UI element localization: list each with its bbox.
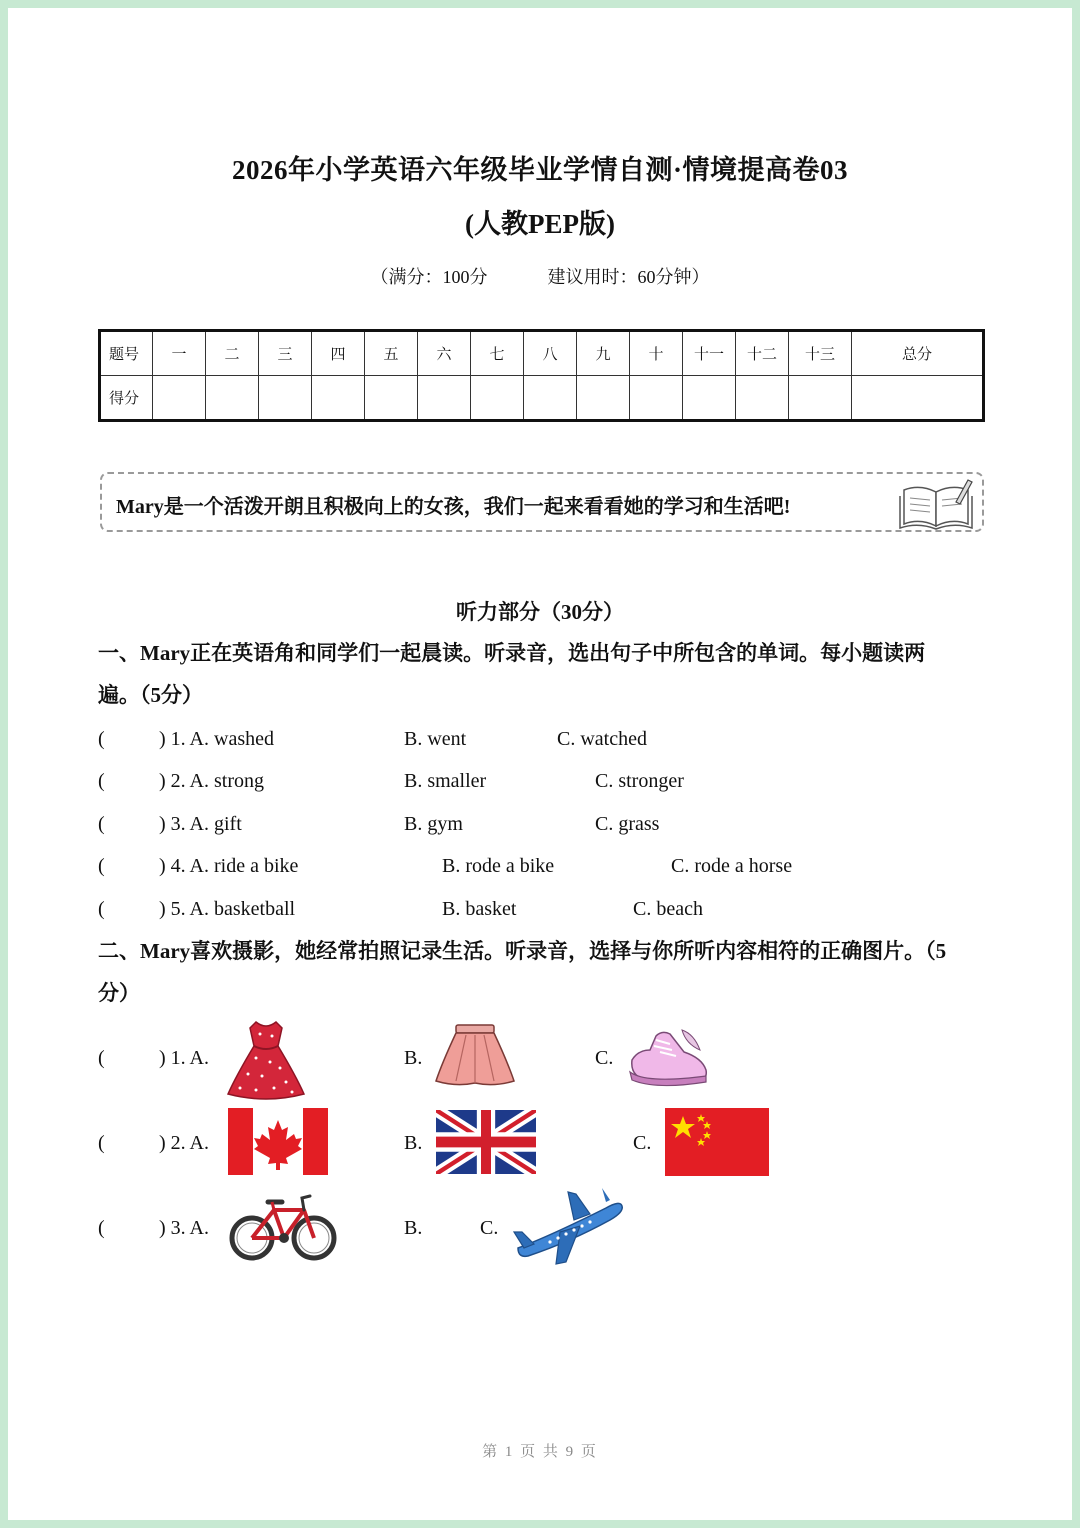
china-flag-icon[interactable] — [665, 1108, 769, 1176]
question-3-option-a: ) 3. A. gift — [159, 813, 242, 835]
table-row-label: 题号 — [100, 331, 153, 376]
dress-icon[interactable] — [226, 1018, 306, 1100]
picture-question-2-label-b: B. — [404, 1132, 423, 1154]
question-1-option-a: ) 1. A. washed — [159, 728, 274, 750]
suggested-time: 建议用时：60分钟） — [547, 267, 710, 287]
skirt-icon[interactable] — [434, 1023, 516, 1089]
score-cell[interactable] — [365, 376, 418, 421]
table-header-cell: 九 — [577, 331, 630, 376]
picture-question-2-label-a: ) 2. A. — [159, 1132, 209, 1154]
answer-paren[interactable]: ( — [98, 898, 105, 920]
question-1-option-b: B. went — [404, 728, 467, 750]
part2-instruction-line1: 二、Mary喜欢摄影，她经常拍照记录生活。听录音，选择与你所听内容相符的正确图片。（5 — [98, 939, 947, 963]
sneaker-icon[interactable] — [626, 1020, 710, 1090]
picture-question-1-label-b: B. — [404, 1047, 423, 1069]
question-5-option-a: ) 5. A. basketball — [159, 898, 296, 920]
picture-question-3-label-c: C. — [480, 1217, 499, 1239]
score-cell[interactable] — [630, 376, 683, 421]
part1-instruction-line1: 一、Mary正在英语角和同学们一起晨读。听录音，选出句子中所包含的单词。每小题读两 — [98, 641, 926, 665]
page-footer: 第 1 页 共 9 页 — [482, 1444, 598, 1460]
answer-paren[interactable]: ( — [98, 855, 105, 877]
table-header-cell: 六 — [418, 331, 471, 376]
table-header-cell-total: 总分 — [852, 331, 984, 376]
question-3-option-b: B. gym — [404, 813, 463, 835]
canada-flag-icon[interactable] — [228, 1108, 328, 1175]
score-cell[interactable] — [524, 376, 577, 421]
question-4-option-c: C. rode a horse — [671, 855, 793, 877]
bicycle-icon[interactable] — [228, 1190, 338, 1262]
score-cell[interactable] — [683, 376, 736, 421]
answer-paren[interactable]: ( — [98, 728, 105, 750]
answer-paren[interactable]: ( — [98, 1217, 105, 1239]
question-5-option-b: B. basket — [442, 898, 517, 920]
intro-banner-text: Mary是一个活泼开朗且积极向上的女孩，我们一起来看看她的学习和生活吧! — [116, 496, 791, 518]
table-header-cell: 七 — [471, 331, 524, 376]
score-cell[interactable] — [418, 376, 471, 421]
question-5-option-c: C. beach — [633, 898, 703, 920]
table-header-cell: 一 — [153, 331, 206, 376]
intro-banner — [100, 472, 984, 532]
score-cell[interactable] — [789, 376, 852, 421]
answer-paren[interactable]: ( — [98, 1132, 105, 1154]
score-table-header-row — [100, 331, 984, 376]
picture-question-2-label-c: C. — [633, 1132, 652, 1154]
exam-meta — [8, 263, 1072, 289]
question-2-option-a: ) 2. A. strong — [159, 770, 264, 792]
score-cell-total[interactable] — [852, 376, 984, 421]
score-cell[interactable] — [206, 376, 259, 421]
picture-question-1-label-a: ) 1. A. — [159, 1047, 209, 1069]
uk-flag-icon[interactable] — [436, 1110, 536, 1174]
full-marks: （满分：100分 — [370, 267, 488, 287]
picture-question-3-label-a: ) 3. A. — [159, 1217, 209, 1239]
exam-page — [8, 8, 1072, 1520]
exam-title: 2026年小学英语六年级毕业学情自测·情境提高卷03 — [231, 155, 848, 185]
table-header-cell: 八 — [524, 331, 577, 376]
score-cell[interactable] — [312, 376, 365, 421]
open-book-icon — [898, 476, 974, 530]
question-4-option-b: B. rode a bike — [442, 855, 555, 877]
exam-subtitle: (人教PEP版) — [465, 209, 615, 239]
question-1-option-c: C. watched — [557, 728, 647, 750]
table-header-cell: 五 — [365, 331, 418, 376]
score-cell[interactable] — [736, 376, 789, 421]
table-row-label: 得分 — [100, 376, 153, 421]
table-header-cell: 十三 — [789, 331, 852, 376]
listening-heading: 听力部分（30分） — [456, 600, 624, 624]
question-2-option-b: B. smaller — [404, 770, 487, 792]
answer-paren[interactable]: ( — [98, 813, 105, 835]
table-header-cell: 十二 — [736, 331, 789, 376]
table-header-cell: 二 — [206, 331, 259, 376]
score-table-score-row — [100, 376, 984, 421]
question-3-option-c: C. grass — [595, 813, 660, 835]
part2-instruction-line2: 分） — [98, 981, 140, 1005]
question-2-option-c: C. stronger — [595, 770, 684, 792]
picture-question-1-label-c: C. — [595, 1047, 614, 1069]
score-cell[interactable] — [259, 376, 312, 421]
picture-question-3-label-b: B. — [404, 1217, 423, 1239]
airplane-icon[interactable] — [510, 1186, 626, 1266]
table-header-cell: 十 — [630, 331, 683, 376]
table-header-cell: 四 — [312, 331, 365, 376]
score-cell[interactable] — [471, 376, 524, 421]
score-cell[interactable] — [577, 376, 630, 421]
answer-paren[interactable]: ( — [98, 1047, 105, 1069]
score-cell[interactable] — [153, 376, 206, 421]
part1-instruction-line2: 遍。（5分） — [98, 683, 203, 707]
table-header-cell: 十一 — [683, 331, 736, 376]
score-table — [98, 329, 985, 422]
table-header-cell: 三 — [259, 331, 312, 376]
question-4-option-a: ) 4. A. ride a bike — [159, 855, 299, 877]
answer-paren[interactable]: ( — [98, 770, 105, 792]
